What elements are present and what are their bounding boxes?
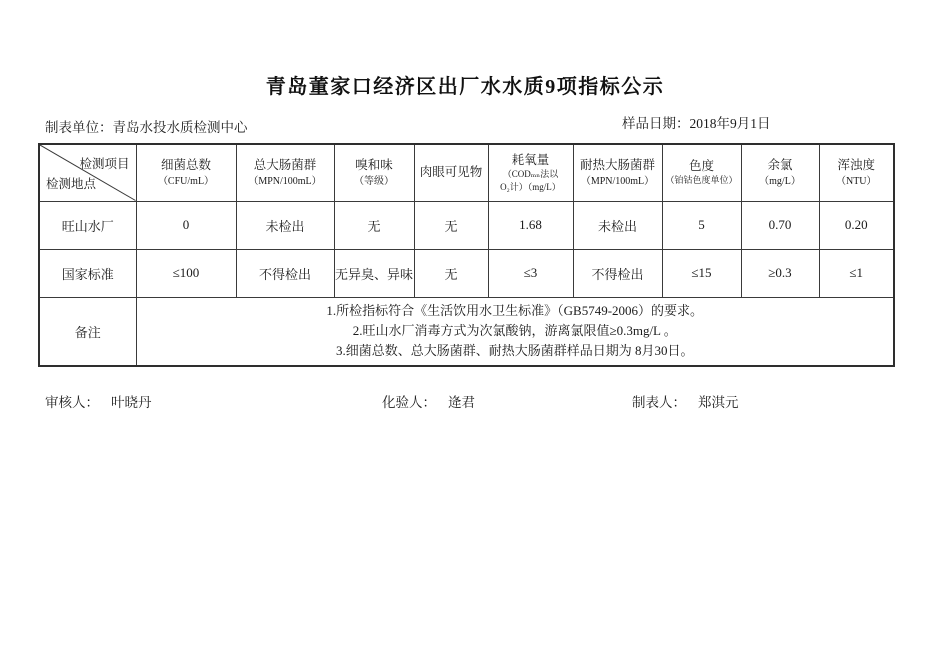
header-cell-thermotolerant-coliform: 耐热大肠菌群 （MPN/100mL） (573, 144, 662, 201)
water-quality-table (38, 143, 895, 367)
value-cell: 未检出 (236, 201, 334, 249)
header-cell-oxygen-consumption: 耗氧量 （CODₘₙ法以 O₂计）（mg/L） (488, 144, 573, 201)
remark-line-1: 1.所检指标符合《生活饮用水卫生标准》（GB5749-2006）的要求。 (326, 303, 704, 319)
remark-line-2: 2.旺山水厂消毒方式为次氯酸钠，游离氯限值≥0.3mg/L 。 (352, 323, 677, 339)
tester-label: 化验人： (382, 395, 436, 410)
value-cell: 不得检出 (573, 249, 662, 297)
maker-unit-label: 制表单位： (45, 120, 113, 135)
row-national-standard (39, 249, 894, 297)
preparer (632, 391, 739, 411)
value-cell: 0 (136, 201, 236, 249)
corner-label-test-item: 检测项目 (79, 157, 130, 171)
header-cell-odor-taste: 嗅和味 （等级） (334, 144, 414, 201)
maker-unit (45, 116, 248, 136)
value-cell: 0.20 (819, 201, 894, 249)
value-cell: ≤15 (662, 249, 741, 297)
value-cell: 无 (334, 201, 414, 249)
value-cell: 0.70 (741, 201, 819, 249)
row-label: 旺山水厂 (39, 201, 136, 249)
value-cell: 1.68 (488, 201, 573, 249)
page-title: 青岛董家口经济区出厂水水质9项指标公示 (265, 76, 665, 98)
header-cell-bacteria-count: 细菌总数 （CFU/mL） (136, 144, 236, 201)
row-remarks (39, 297, 894, 366)
remarks-label: 备注 (39, 297, 136, 366)
value-cell: 未检出 (573, 201, 662, 249)
header-cell-total-coliform: 总大肠菌群 （MPN/100mL） (236, 144, 334, 201)
preparer-label: 制表人： (632, 395, 686, 410)
header-cell-chroma: 色度 （铂钴色度单位） (662, 144, 741, 201)
value-cell: ≤3 (488, 249, 573, 297)
sample-date-label: 样品日期： (622, 116, 690, 131)
header-cell-residual-chlorine: 余氯 （mg/L） (741, 144, 819, 201)
remarks-content (136, 297, 894, 366)
value-cell: 5 (662, 201, 741, 249)
preparer-name: 郑淇元 (698, 395, 739, 410)
corner-cell (39, 144, 136, 201)
value-cell: ≤100 (136, 249, 236, 297)
value-cell: 无 (414, 201, 488, 249)
sample-date-value: 2018年9月1日 (689, 116, 771, 131)
maker-unit-value: 青岛水投水质检测中心 (112, 120, 248, 135)
table-header-row (39, 144, 894, 201)
reviewer (45, 391, 152, 411)
corner-label-test-site: 检测地点 (46, 176, 97, 191)
value-cell: 无 (414, 249, 488, 297)
reviewer-label: 审核人： (45, 395, 99, 410)
value-cell: 不得检出 (236, 249, 334, 297)
remark-line-3: 3.细菌总数、总大肠菌群、耐热大肠菌群样品日期为 8月30日。 (335, 343, 694, 359)
tester (382, 391, 475, 411)
header-cell-turbidity: 浑浊度 （NTU） (819, 144, 894, 201)
value-cell: ≥0.3 (741, 249, 819, 297)
tester-name: 逄君 (448, 395, 475, 410)
header-cell-visible-matter: 肉眼可见物 (414, 144, 488, 201)
reviewer-name: 叶晓丹 (111, 395, 152, 410)
row-wangshan-plant (39, 201, 894, 249)
value-cell: ≤1 (819, 249, 894, 297)
sample-date (622, 112, 771, 132)
row-label: 国家标准 (39, 249, 136, 297)
value-cell: 无异臭、异味 (334, 249, 414, 297)
